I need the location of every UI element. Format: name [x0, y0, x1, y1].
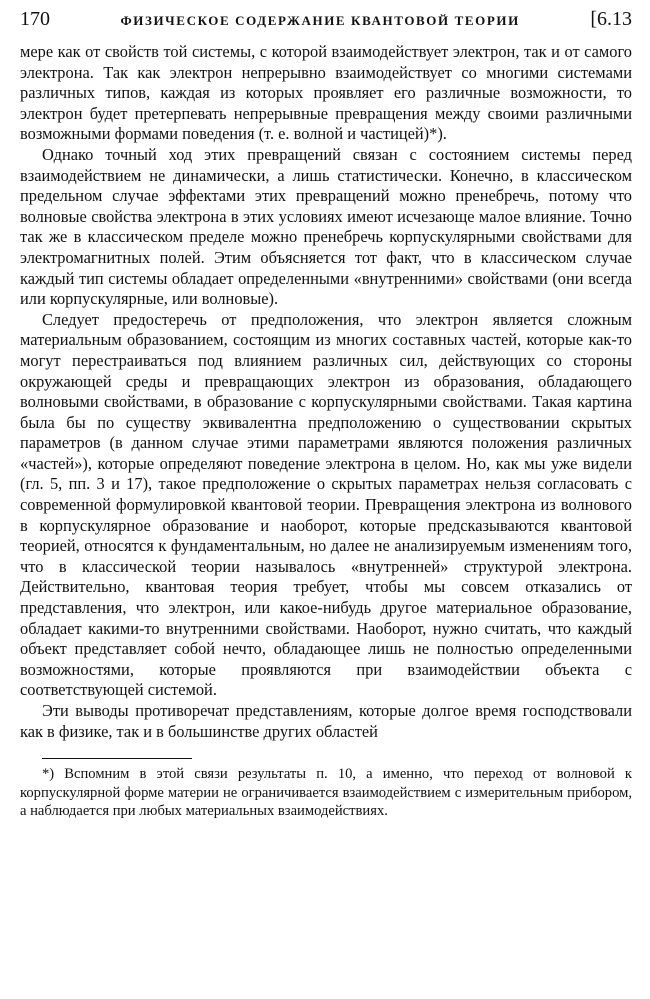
body-text [20, 42, 632, 742]
paragraph: Эти выводы противоречат представлениям, которые долгое время господствовали как в физике, так и в большинстве других областей [20, 701, 632, 741]
paragraph: Следует предостеречь от предположения, что электрон является сложным материальным образованием, состоящим из многих составных частей, которые как-то могут перестраиваться под влиянием различных сил, действующих со стороны окружающей среды и превращающих электрон из образования, обладающего волновыми свойствами, в образование с корпускулярными свойствами. Такая картина была бы по существу эквивалентна предположению о существовании скрытых параметров (в данном случае этими параметрами являются положения различных «частей»), которые определяют поведение электрона в целом. Но, как мы уже видели (гл. 5, пп. 3 и 17), такое предположение о скрытых параметрах нельзя согласовать с современной формулировкой квантовой теории. Превращения электрона из волнового в корпускулярное образование и наоборот, которые предсказываются квантовой теорией, относятся к фундаментальным, но далее не анализируемым изменениям того, что в классической теории называлось «внутренней» структурой электрона. Действительно, квантовая теория требует, чтобы мы совсем отказались от представления, что электрон, или какое-нибудь другое материальное образование, обладает какими-то внутренними свойствами. Наоборот, нужно считать, что каждый объект представляет собой нечто, обладающее лишь не полностью определенными возможностями, которые проявляются при взаимодействии объекта с соответствующей системой. [20, 309, 632, 700]
paragraph: Однако точный ход этих превращений связан с состоянием системы перед взаимодействием не динамически, а лишь статистически. Конечно, в классическом предельном случае эффектами этих превращений можно пренебречь, потому что волновые свойства электрона в этих условиях имеют исчезающе малое влияние. Точно так же в классическом пределе можно пренебречь корпускулярными свойствами для электромагнитных полей. Этим объясняется тот факт, что в классическом случае каждый тип системы обладает определенными «внутренними» свойствами (они всегда или корпускулярные, или волновые). [20, 144, 632, 309]
page-number: 170 [20, 8, 50, 30]
paragraph-continuation: мере как от свойств той системы, с которой взаимодействует электрон, так и от самого электрона. Так как электрон непрерывно взаимодействует со многими системами различных типов, каждая из которых проявляет его различные возможности, то электрон будет претерпевать непрерывные превращения между своими различными возможными формами поведения (т. е. волной и частицей)*). [20, 42, 632, 144]
section-reference: [6.13 [590, 8, 632, 30]
footnote: *) Вспомним в этой связи результаты п. 10, а именно, что переход от волновой к корпускулярной форме материи не ограничивается взаимодействием с измерительным прибором, а наблюдается при любых материальных взаимодействиях. [20, 766, 632, 819]
running-title: ФИЗИЧЕСКОЕ СОДЕРЖАНИЕ КВАНТОВОЙ ТЕОРИИ [120, 13, 520, 28]
footnote-divider [42, 758, 192, 759]
page-header [20, 8, 632, 42]
